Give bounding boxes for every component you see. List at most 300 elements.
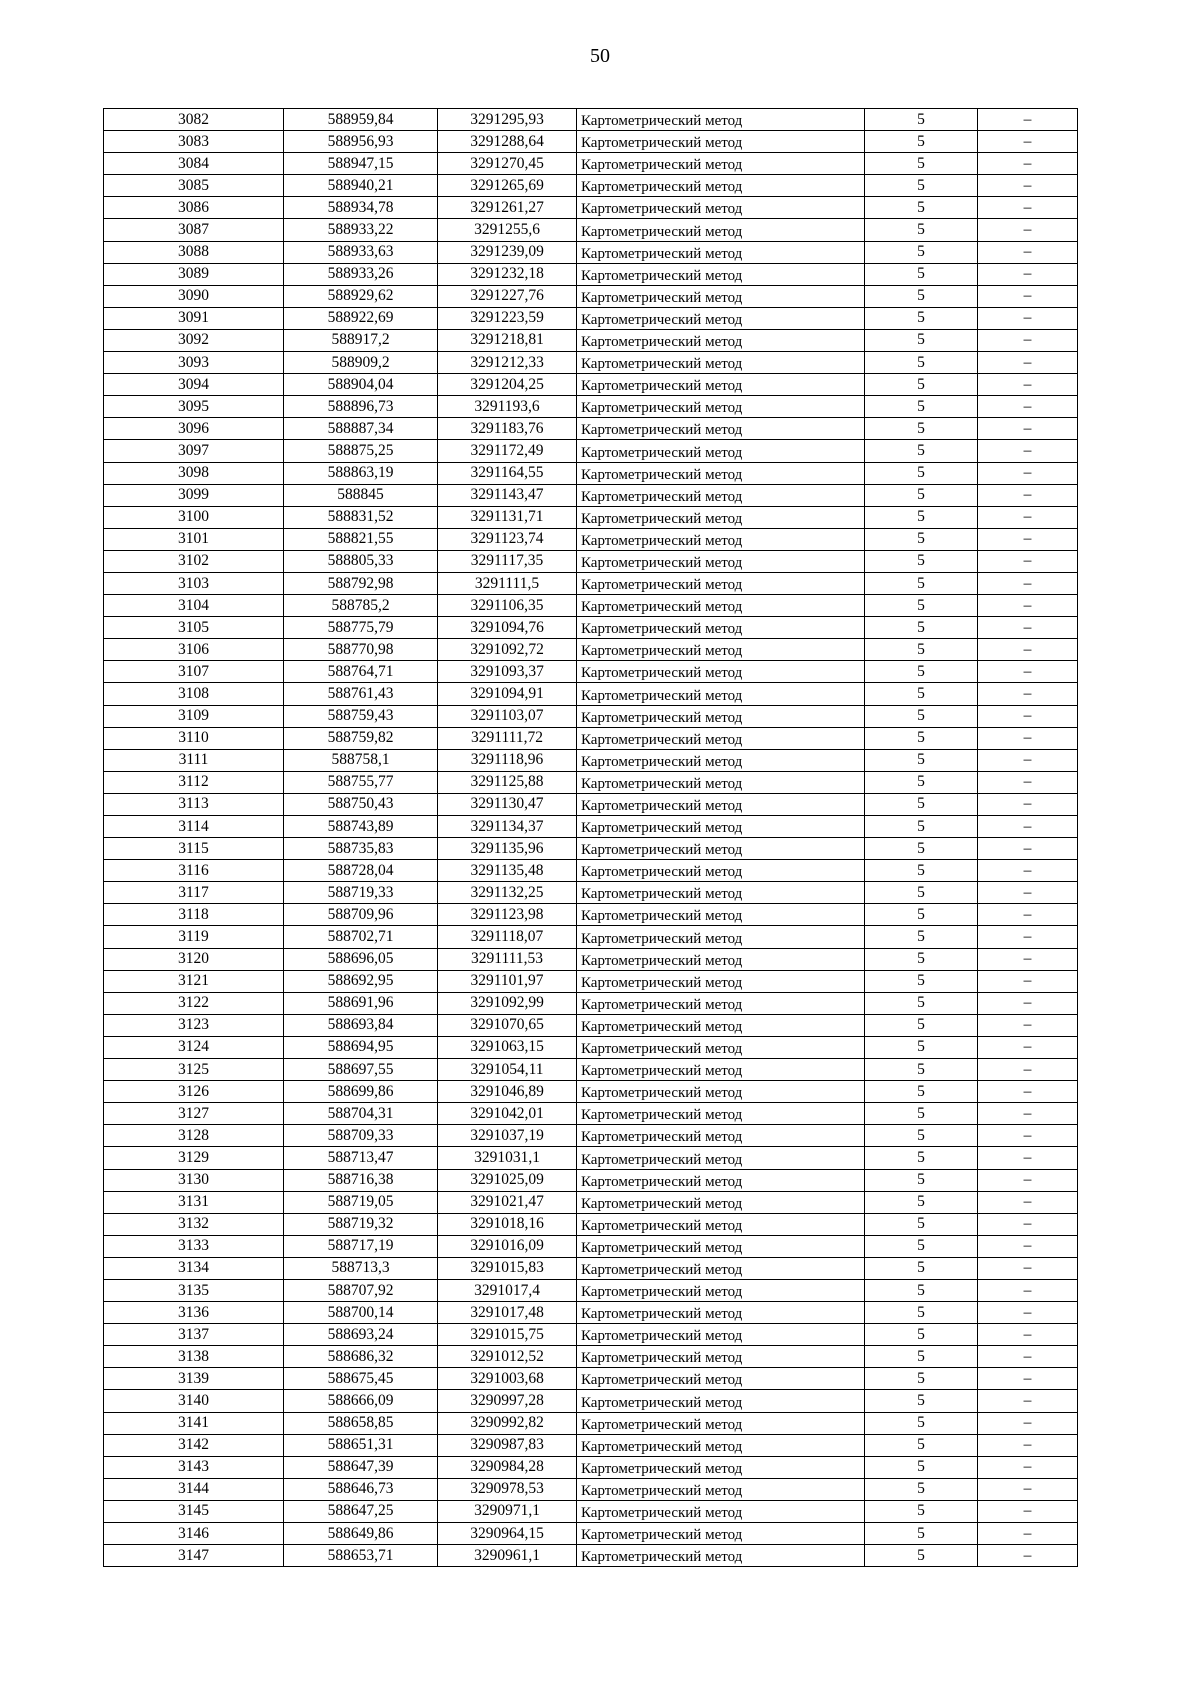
y-coordinate-cell: 3291025,09 xyxy=(438,1169,577,1191)
method-cell: Картометрический метод xyxy=(577,153,865,175)
table-row xyxy=(104,1545,1078,1567)
accuracy-cell: 5 xyxy=(865,109,978,131)
method-cell: Картометрический метод xyxy=(577,1368,865,1390)
y-coordinate-cell: 3291046,89 xyxy=(438,1081,577,1103)
note-cell: – xyxy=(978,1523,1078,1545)
y-coordinate-cell: 3291103,07 xyxy=(438,705,577,727)
note-cell: – xyxy=(978,396,1078,418)
accuracy-cell: 5 xyxy=(865,1478,978,1500)
method-cell: Картометрический метод xyxy=(577,1036,865,1058)
x-coordinate-cell: 588755,77 xyxy=(284,771,438,793)
method-cell: Картометрический метод xyxy=(577,1125,865,1147)
y-coordinate-cell: 3291130,47 xyxy=(438,793,577,815)
accuracy-cell: 5 xyxy=(865,1125,978,1147)
point-number-cell: 3119 xyxy=(104,926,284,948)
x-coordinate-cell: 588647,39 xyxy=(284,1456,438,1478)
table-row xyxy=(104,1500,1078,1522)
table-row xyxy=(104,595,1078,617)
y-coordinate-cell: 3291255,6 xyxy=(438,219,577,241)
point-number-cell: 3141 xyxy=(104,1412,284,1434)
x-coordinate-cell: 588775,79 xyxy=(284,617,438,639)
y-coordinate-cell: 3291212,33 xyxy=(438,352,577,374)
accuracy-cell: 5 xyxy=(865,285,978,307)
x-coordinate-cell: 588709,96 xyxy=(284,904,438,926)
point-number-cell: 3084 xyxy=(104,153,284,175)
x-coordinate-cell: 588821,55 xyxy=(284,528,438,550)
note-cell: – xyxy=(978,329,1078,351)
point-number-cell: 3125 xyxy=(104,1059,284,1081)
method-cell: Картометрический метод xyxy=(577,970,865,992)
table-row xyxy=(104,285,1078,307)
method-cell: Картометрический метод xyxy=(577,882,865,904)
point-number-cell: 3093 xyxy=(104,352,284,374)
y-coordinate-cell: 3291265,69 xyxy=(438,175,577,197)
table-row xyxy=(104,550,1078,572)
table-row xyxy=(104,462,1078,484)
accuracy-cell: 5 xyxy=(865,175,978,197)
y-coordinate-cell: 3291143,47 xyxy=(438,484,577,506)
y-coordinate-cell: 3290984,28 xyxy=(438,1456,577,1478)
note-cell: – xyxy=(978,1036,1078,1058)
y-coordinate-cell: 3291223,59 xyxy=(438,307,577,329)
point-number-cell: 3082 xyxy=(104,109,284,131)
x-coordinate-cell: 588649,86 xyxy=(284,1523,438,1545)
table-row xyxy=(104,307,1078,329)
table-row xyxy=(104,1279,1078,1301)
table-row xyxy=(104,572,1078,594)
accuracy-cell: 5 xyxy=(865,1235,978,1257)
note-cell: – xyxy=(978,1081,1078,1103)
y-coordinate-cell: 3291270,45 xyxy=(438,153,577,175)
x-coordinate-cell: 588785,2 xyxy=(284,595,438,617)
y-coordinate-cell: 3291232,18 xyxy=(438,263,577,285)
point-number-cell: 3118 xyxy=(104,904,284,926)
method-cell: Картометрический метод xyxy=(577,816,865,838)
table-row xyxy=(104,418,1078,440)
method-cell: Картометрический метод xyxy=(577,595,865,617)
table-row xyxy=(104,1014,1078,1036)
note-cell: – xyxy=(978,440,1078,462)
point-number-cell: 3087 xyxy=(104,219,284,241)
x-coordinate-cell: 588909,2 xyxy=(284,352,438,374)
method-cell: Картометрический метод xyxy=(577,1412,865,1434)
x-coordinate-cell: 588693,84 xyxy=(284,1014,438,1036)
y-coordinate-cell: 3291037,19 xyxy=(438,1125,577,1147)
table-row xyxy=(104,882,1078,904)
note-cell: – xyxy=(978,285,1078,307)
x-coordinate-cell: 588933,63 xyxy=(284,241,438,263)
note-cell: – xyxy=(978,1324,1078,1346)
table-row xyxy=(104,1302,1078,1324)
y-coordinate-cell: 3291015,83 xyxy=(438,1257,577,1279)
coordinates-table xyxy=(103,108,1078,1567)
accuracy-cell: 5 xyxy=(865,263,978,285)
table-row xyxy=(104,1059,1078,1081)
method-cell: Картометрический метод xyxy=(577,1390,865,1412)
accuracy-cell: 5 xyxy=(865,1368,978,1390)
point-number-cell: 3097 xyxy=(104,440,284,462)
accuracy-cell: 5 xyxy=(865,1191,978,1213)
y-coordinate-cell: 3291042,01 xyxy=(438,1103,577,1125)
point-number-cell: 3120 xyxy=(104,948,284,970)
y-coordinate-cell: 3291118,96 xyxy=(438,749,577,771)
note-cell: – xyxy=(978,727,1078,749)
table-row xyxy=(104,1412,1078,1434)
table-row xyxy=(104,329,1078,351)
note-cell: – xyxy=(978,926,1078,948)
y-coordinate-cell: 3291021,47 xyxy=(438,1191,577,1213)
y-coordinate-cell: 3291288,64 xyxy=(438,131,577,153)
accuracy-cell: 5 xyxy=(865,329,978,351)
y-coordinate-cell: 3291101,97 xyxy=(438,970,577,992)
method-cell: Картометрический метод xyxy=(577,440,865,462)
method-cell: Картометрический метод xyxy=(577,1500,865,1522)
method-cell: Картометрический метод xyxy=(577,683,865,705)
method-cell: Картометрический метод xyxy=(577,1279,865,1301)
x-coordinate-cell: 588713,47 xyxy=(284,1147,438,1169)
y-coordinate-cell: 3291164,55 xyxy=(438,462,577,484)
y-coordinate-cell: 3291012,52 xyxy=(438,1346,577,1368)
note-cell: – xyxy=(978,771,1078,793)
note-cell: – xyxy=(978,1368,1078,1390)
note-cell: – xyxy=(978,749,1078,771)
note-cell: – xyxy=(978,1390,1078,1412)
method-cell: Картометрический метод xyxy=(577,705,865,727)
point-number-cell: 3129 xyxy=(104,1147,284,1169)
accuracy-cell: 5 xyxy=(865,926,978,948)
method-cell: Картометрический метод xyxy=(577,992,865,1014)
y-coordinate-cell: 3291018,16 xyxy=(438,1213,577,1235)
x-coordinate-cell: 588940,21 xyxy=(284,175,438,197)
x-coordinate-cell: 588758,1 xyxy=(284,749,438,771)
method-cell: Картометрический метод xyxy=(577,329,865,351)
method-cell: Картометрический метод xyxy=(577,131,865,153)
accuracy-cell: 5 xyxy=(865,1500,978,1522)
x-coordinate-cell: 588702,71 xyxy=(284,926,438,948)
table-row xyxy=(104,1125,1078,1147)
note-cell: – xyxy=(978,1478,1078,1500)
method-cell: Картометрический метод xyxy=(577,926,865,948)
x-coordinate-cell: 588805,33 xyxy=(284,550,438,572)
method-cell: Картометрический метод xyxy=(577,1434,865,1456)
y-coordinate-cell: 3290987,83 xyxy=(438,1434,577,1456)
note-cell: – xyxy=(978,1434,1078,1456)
y-coordinate-cell: 3291239,09 xyxy=(438,241,577,263)
x-coordinate-cell: 588719,05 xyxy=(284,1191,438,1213)
x-coordinate-cell: 588887,34 xyxy=(284,418,438,440)
accuracy-cell: 5 xyxy=(865,1456,978,1478)
method-cell: Картометрический метод xyxy=(577,1014,865,1036)
point-number-cell: 3128 xyxy=(104,1125,284,1147)
table-row xyxy=(104,970,1078,992)
note-cell: – xyxy=(978,882,1078,904)
note-cell: – xyxy=(978,904,1078,926)
point-number-cell: 3103 xyxy=(104,572,284,594)
point-number-cell: 3115 xyxy=(104,838,284,860)
point-number-cell: 3091 xyxy=(104,307,284,329)
note-cell: – xyxy=(978,992,1078,1014)
note-cell: – xyxy=(978,793,1078,815)
note-cell: – xyxy=(978,816,1078,838)
accuracy-cell: 5 xyxy=(865,1545,978,1567)
method-cell: Картометрический метод xyxy=(577,1147,865,1169)
table-row xyxy=(104,241,1078,263)
table-row xyxy=(104,1081,1078,1103)
point-number-cell: 3136 xyxy=(104,1302,284,1324)
y-coordinate-cell: 3291106,35 xyxy=(438,595,577,617)
y-coordinate-cell: 3291093,37 xyxy=(438,661,577,683)
x-coordinate-cell: 588792,98 xyxy=(284,572,438,594)
accuracy-cell: 5 xyxy=(865,882,978,904)
accuracy-cell: 5 xyxy=(865,639,978,661)
note-cell: – xyxy=(978,1500,1078,1522)
note-cell: – xyxy=(978,197,1078,219)
point-number-cell: 3112 xyxy=(104,771,284,793)
point-number-cell: 3130 xyxy=(104,1169,284,1191)
x-coordinate-cell: 588743,89 xyxy=(284,816,438,838)
table-row xyxy=(104,860,1078,882)
table-row xyxy=(104,816,1078,838)
accuracy-cell: 5 xyxy=(865,948,978,970)
point-number-cell: 3113 xyxy=(104,793,284,815)
y-coordinate-cell: 3291125,88 xyxy=(438,771,577,793)
point-number-cell: 3085 xyxy=(104,175,284,197)
method-cell: Картометрический метод xyxy=(577,396,865,418)
x-coordinate-cell: 588933,26 xyxy=(284,263,438,285)
table-row xyxy=(104,1390,1078,1412)
x-coordinate-cell: 588904,04 xyxy=(284,374,438,396)
note-cell: – xyxy=(978,241,1078,263)
table-row xyxy=(104,1456,1078,1478)
x-coordinate-cell: 588845 xyxy=(284,484,438,506)
accuracy-cell: 5 xyxy=(865,1147,978,1169)
y-coordinate-cell: 3291015,75 xyxy=(438,1324,577,1346)
table-row xyxy=(104,1478,1078,1500)
point-number-cell: 3127 xyxy=(104,1103,284,1125)
table-row xyxy=(104,219,1078,241)
accuracy-cell: 5 xyxy=(865,838,978,860)
method-cell: Картометрический метод xyxy=(577,307,865,329)
point-number-cell: 3131 xyxy=(104,1191,284,1213)
x-coordinate-cell: 588875,25 xyxy=(284,440,438,462)
table-row xyxy=(104,1346,1078,1368)
point-number-cell: 3106 xyxy=(104,639,284,661)
method-cell: Картометрический метод xyxy=(577,352,865,374)
x-coordinate-cell: 588764,71 xyxy=(284,661,438,683)
x-coordinate-cell: 588704,31 xyxy=(284,1103,438,1125)
y-coordinate-cell: 3290978,53 xyxy=(438,1478,577,1500)
y-coordinate-cell: 3291123,98 xyxy=(438,904,577,926)
accuracy-cell: 5 xyxy=(865,793,978,815)
method-cell: Картометрический метод xyxy=(577,241,865,263)
table-row xyxy=(104,352,1078,374)
method-cell: Картометрический метод xyxy=(577,1346,865,1368)
table-row xyxy=(104,131,1078,153)
x-coordinate-cell: 588691,96 xyxy=(284,992,438,1014)
table-row xyxy=(104,948,1078,970)
method-cell: Картометрический метод xyxy=(577,263,865,285)
y-coordinate-cell: 3291111,5 xyxy=(438,572,577,594)
table-row xyxy=(104,683,1078,705)
table-row xyxy=(104,661,1078,683)
accuracy-cell: 5 xyxy=(865,683,978,705)
note-cell: – xyxy=(978,860,1078,882)
note-cell: – xyxy=(978,970,1078,992)
note-cell: – xyxy=(978,683,1078,705)
x-coordinate-cell: 588934,78 xyxy=(284,197,438,219)
x-coordinate-cell: 588697,55 xyxy=(284,1059,438,1081)
table-row xyxy=(104,904,1078,926)
note-cell: – xyxy=(978,948,1078,970)
method-cell: Картометрический метод xyxy=(577,838,865,860)
table-row xyxy=(104,617,1078,639)
y-coordinate-cell: 3291134,37 xyxy=(438,816,577,838)
x-coordinate-cell: 588700,14 xyxy=(284,1302,438,1324)
table-row xyxy=(104,749,1078,771)
note-cell: – xyxy=(978,1213,1078,1235)
x-coordinate-cell: 588896,73 xyxy=(284,396,438,418)
x-coordinate-cell: 588831,52 xyxy=(284,506,438,528)
note-cell: – xyxy=(978,1169,1078,1191)
table-row xyxy=(104,1169,1078,1191)
x-coordinate-cell: 588709,33 xyxy=(284,1125,438,1147)
note-cell: – xyxy=(978,617,1078,639)
y-coordinate-cell: 3291132,25 xyxy=(438,882,577,904)
table-row xyxy=(104,109,1078,131)
accuracy-cell: 5 xyxy=(865,816,978,838)
point-number-cell: 3143 xyxy=(104,1456,284,1478)
method-cell: Картометрический метод xyxy=(577,1059,865,1081)
table-row xyxy=(104,727,1078,749)
x-coordinate-cell: 588770,98 xyxy=(284,639,438,661)
table-row xyxy=(104,1368,1078,1390)
method-cell: Картометрический метод xyxy=(577,793,865,815)
y-coordinate-cell: 3291070,65 xyxy=(438,1014,577,1036)
y-coordinate-cell: 3291135,48 xyxy=(438,860,577,882)
y-coordinate-cell: 3291054,11 xyxy=(438,1059,577,1081)
y-coordinate-cell: 3291131,71 xyxy=(438,506,577,528)
point-number-cell: 3089 xyxy=(104,263,284,285)
note-cell: – xyxy=(978,462,1078,484)
y-coordinate-cell: 3291218,81 xyxy=(438,329,577,351)
table-row xyxy=(104,639,1078,661)
table-row xyxy=(104,197,1078,219)
note-cell: – xyxy=(978,550,1078,572)
point-number-cell: 3114 xyxy=(104,816,284,838)
y-coordinate-cell: 3291123,74 xyxy=(438,528,577,550)
table-row xyxy=(104,838,1078,860)
point-number-cell: 3107 xyxy=(104,661,284,683)
x-coordinate-cell: 588750,43 xyxy=(284,793,438,815)
y-coordinate-cell: 3290964,15 xyxy=(438,1523,577,1545)
point-number-cell: 3144 xyxy=(104,1478,284,1500)
note-cell: – xyxy=(978,705,1078,727)
y-coordinate-cell: 3291261,27 xyxy=(438,197,577,219)
note-cell: – xyxy=(978,1103,1078,1125)
method-cell: Картометрический метод xyxy=(577,572,865,594)
note-cell: – xyxy=(978,1279,1078,1301)
table-row xyxy=(104,396,1078,418)
table-row xyxy=(104,1324,1078,1346)
table-row xyxy=(104,484,1078,506)
accuracy-cell: 5 xyxy=(865,462,978,484)
coordinates-table-body xyxy=(104,109,1078,1567)
table-row xyxy=(104,263,1078,285)
method-cell: Картометрический метод xyxy=(577,1081,865,1103)
point-number-cell: 3096 xyxy=(104,418,284,440)
y-coordinate-cell: 3291094,91 xyxy=(438,683,577,705)
accuracy-cell: 5 xyxy=(865,749,978,771)
accuracy-cell: 5 xyxy=(865,1169,978,1191)
note-cell: – xyxy=(978,1412,1078,1434)
method-cell: Картометрический метод xyxy=(577,175,865,197)
point-number-cell: 3110 xyxy=(104,727,284,749)
y-coordinate-cell: 3291092,72 xyxy=(438,639,577,661)
note-cell: – xyxy=(978,1125,1078,1147)
method-cell: Картометрический метод xyxy=(577,1235,865,1257)
y-coordinate-cell: 3291172,49 xyxy=(438,440,577,462)
accuracy-cell: 5 xyxy=(865,1257,978,1279)
table-row xyxy=(104,1147,1078,1169)
note-cell: – xyxy=(978,838,1078,860)
note-cell: – xyxy=(978,595,1078,617)
point-number-cell: 3083 xyxy=(104,131,284,153)
accuracy-cell: 5 xyxy=(865,572,978,594)
accuracy-cell: 5 xyxy=(865,1081,978,1103)
x-coordinate-cell: 588933,22 xyxy=(284,219,438,241)
method-cell: Картометрический метод xyxy=(577,860,865,882)
table-row xyxy=(104,506,1078,528)
y-coordinate-cell: 3291031,1 xyxy=(438,1147,577,1169)
point-number-cell: 3122 xyxy=(104,992,284,1014)
accuracy-cell: 5 xyxy=(865,1302,978,1324)
point-number-cell: 3111 xyxy=(104,749,284,771)
x-coordinate-cell: 588959,84 xyxy=(284,109,438,131)
y-coordinate-cell: 3291063,15 xyxy=(438,1036,577,1058)
point-number-cell: 3108 xyxy=(104,683,284,705)
y-coordinate-cell: 3291295,93 xyxy=(438,109,577,131)
accuracy-cell: 5 xyxy=(865,860,978,882)
accuracy-cell: 5 xyxy=(865,727,978,749)
accuracy-cell: 5 xyxy=(865,904,978,926)
method-cell: Картометрический метод xyxy=(577,771,865,793)
note-cell: – xyxy=(978,1191,1078,1213)
table-row xyxy=(104,528,1078,550)
y-coordinate-cell: 3291117,35 xyxy=(438,550,577,572)
note-cell: – xyxy=(978,1346,1078,1368)
page-number: 50 xyxy=(590,45,610,67)
x-coordinate-cell: 588693,24 xyxy=(284,1324,438,1346)
point-number-cell: 3133 xyxy=(104,1235,284,1257)
accuracy-cell: 5 xyxy=(865,307,978,329)
table-row xyxy=(104,1235,1078,1257)
note-cell: – xyxy=(978,1235,1078,1257)
method-cell: Картометрический метод xyxy=(577,462,865,484)
point-number-cell: 3094 xyxy=(104,374,284,396)
accuracy-cell: 5 xyxy=(865,661,978,683)
y-coordinate-cell: 3291111,72 xyxy=(438,727,577,749)
note-cell: – xyxy=(978,639,1078,661)
x-coordinate-cell: 588759,43 xyxy=(284,705,438,727)
method-cell: Картометрический метод xyxy=(577,197,865,219)
point-number-cell: 3104 xyxy=(104,595,284,617)
note-cell: – xyxy=(978,1147,1078,1169)
note-cell: – xyxy=(978,1302,1078,1324)
accuracy-cell: 5 xyxy=(865,1390,978,1412)
y-coordinate-cell: 3291111,53 xyxy=(438,948,577,970)
note-cell: – xyxy=(978,1545,1078,1567)
note-cell: – xyxy=(978,418,1078,440)
